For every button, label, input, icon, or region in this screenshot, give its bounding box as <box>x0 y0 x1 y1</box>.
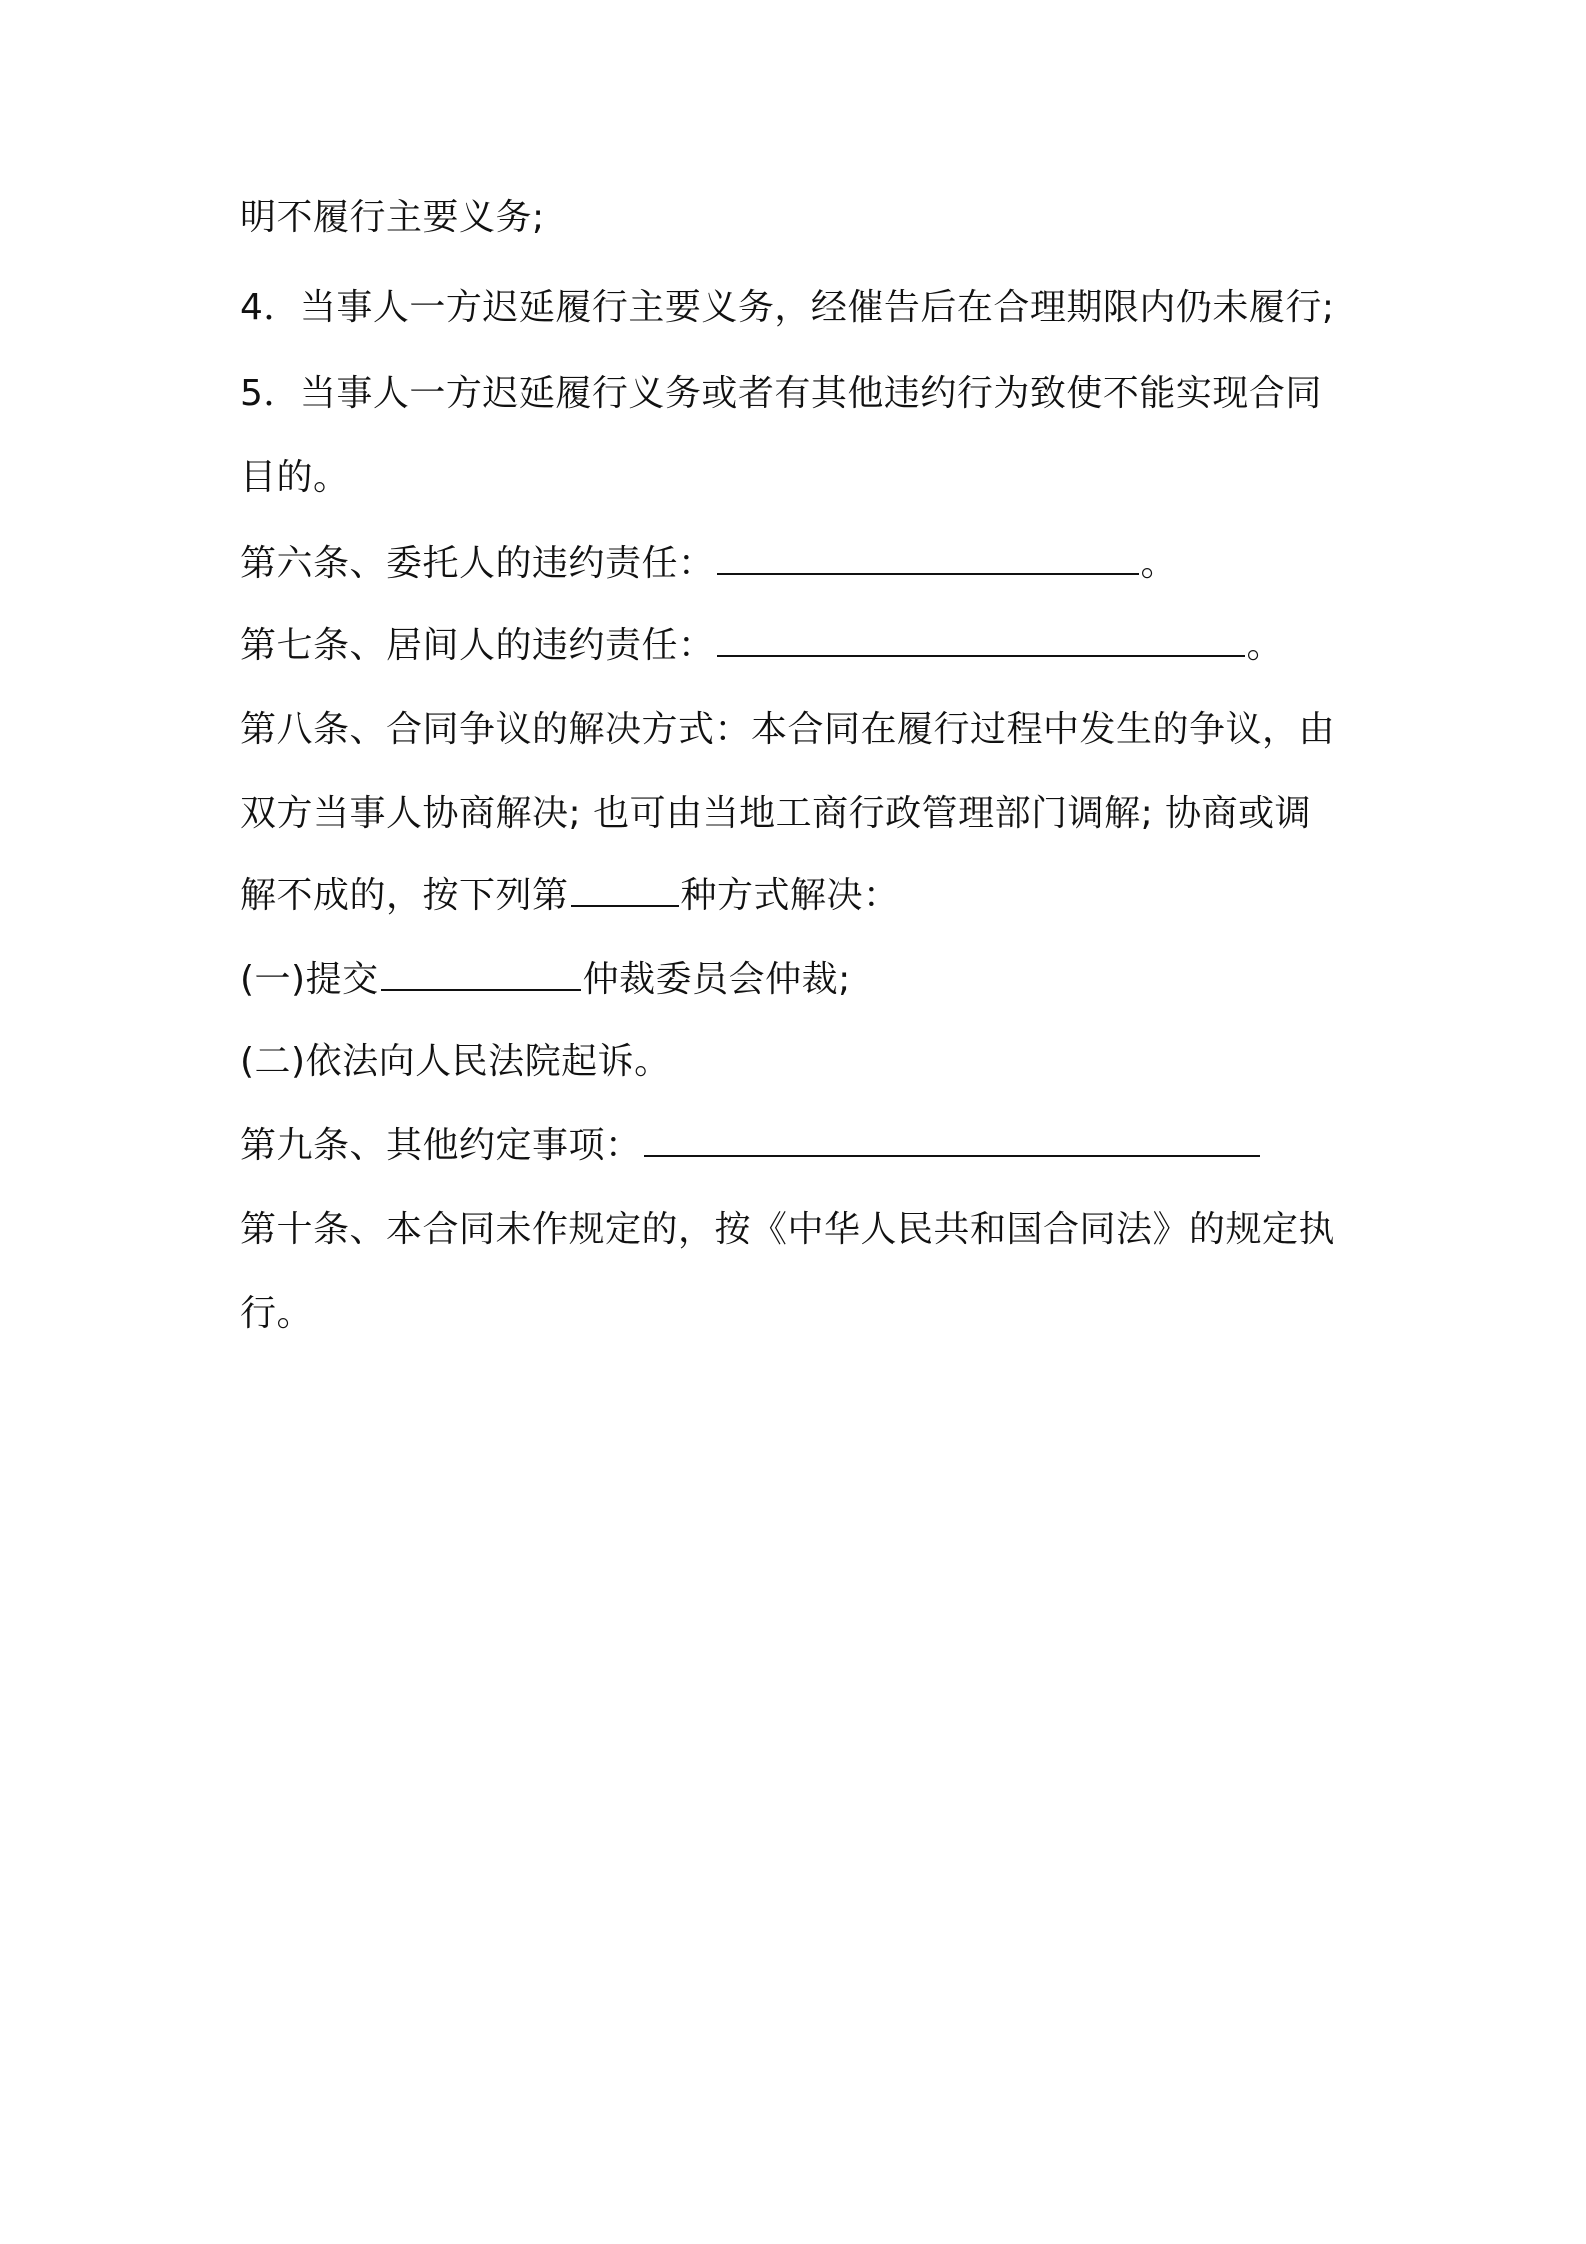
text-line: 目的。 <box>240 457 350 498</box>
arbitration-commission-blank[interactable] <box>381 959 581 991</box>
article-7-end: 。 <box>1246 625 1284 666</box>
article-8-tail-after: 种方式解决： <box>680 875 900 916</box>
article-6-end: 。 <box>1140 543 1178 584</box>
text-line: 第十条、本合同未作规定的，按《中华人民共和国合同法》的规定执 <box>240 1209 1336 1250</box>
article-7-line <box>240 622 1283 670</box>
article-9-line <box>240 1122 1262 1170</box>
text-line: 行。 <box>240 1293 314 1334</box>
option-1-after: 仲裁委员会仲裁; <box>582 959 851 1000</box>
article-6-blank[interactable] <box>717 543 1139 575</box>
article-9-label: 第九条、其他约定事项： <box>240 1125 642 1166</box>
text-line: 第八条、合同争议的解决方式：本合同在履行过程中发生的争议，由 <box>240 709 1336 750</box>
text-line: 明不履行主要义务; <box>240 197 545 238</box>
article-8-tail-line <box>240 872 900 920</box>
text-line: (二)依法向人民法院起诉。 <box>240 1041 671 1082</box>
dispute-method-blank[interactable] <box>571 875 679 907</box>
article-7-label: 第七条、居间人的违约责任： <box>240 625 715 666</box>
article-9-blank[interactable] <box>644 1125 1260 1157</box>
text-line: 5．当事人一方迟延履行义务或者有其他违约行为致使不能实现合同 <box>240 373 1322 414</box>
text-line: 双方当事人协商解决; 也可由当地工商行政管理部门调解; 协商或调 <box>240 793 1312 834</box>
article-6-label: 第六条、委托人的违约责任： <box>240 543 715 584</box>
option-1-line <box>240 956 851 1004</box>
article-7-blank[interactable] <box>717 625 1245 657</box>
text-line: 4．当事人一方迟延履行主要义务，经催告后在合理期限内仍未履行; <box>240 287 1335 328</box>
article-8-tail-before: 解不成的，按下列第 <box>240 875 569 916</box>
article-6-line <box>240 540 1177 588</box>
option-1-before: (一)提交 <box>240 959 379 1000</box>
